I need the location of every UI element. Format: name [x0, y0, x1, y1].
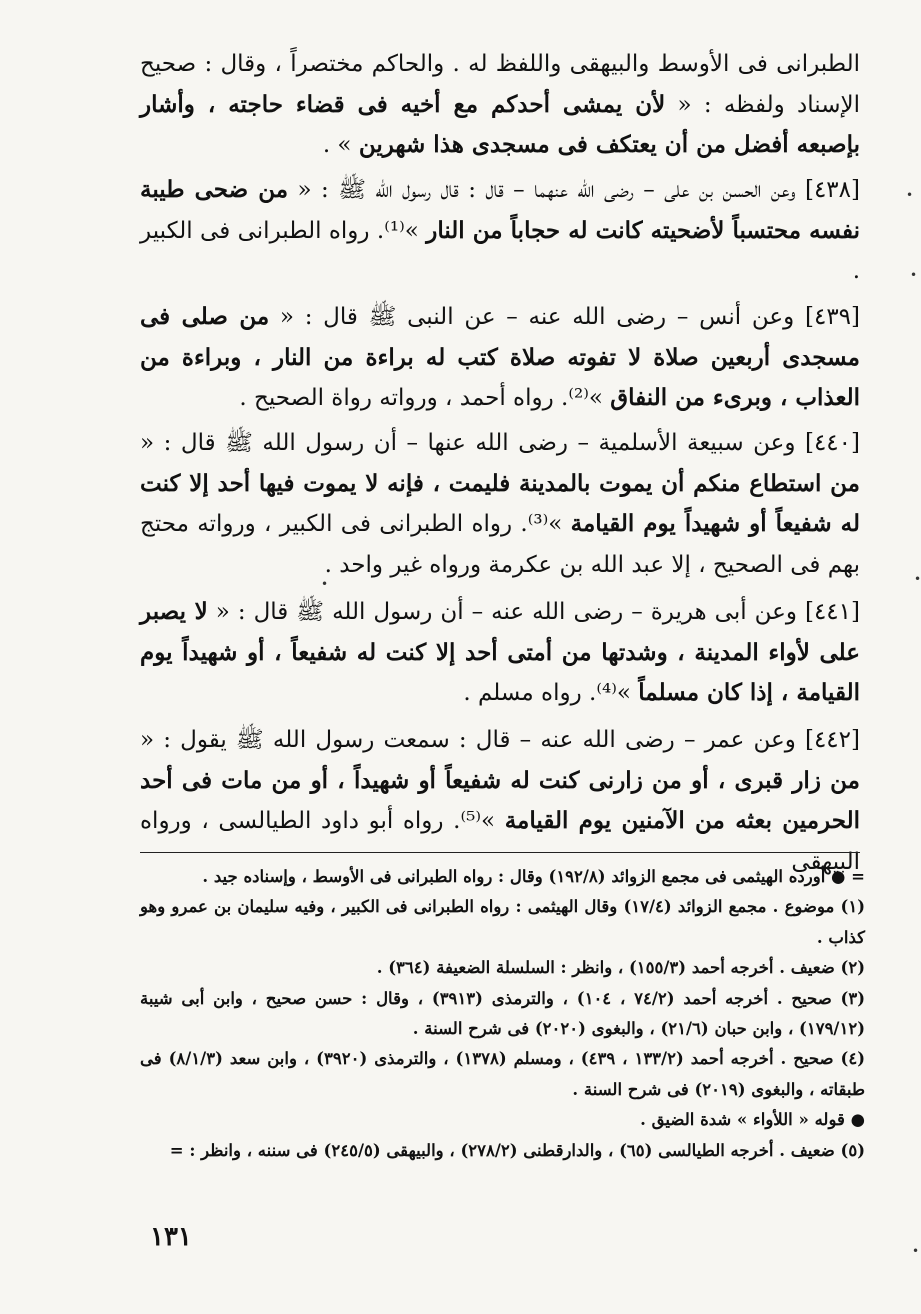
hadith-source: رواه الطبرانى فى الكبير ، ورواته محتج بهم فى الصحيح ، إلا عبد الله بن عكرمة ورواه غير واحد . — [140, 511, 860, 578]
footnote-ref: »⁽¹⁾. — [369, 217, 427, 244]
footnote-2: (٢) ضعيف . أخرجه أحمد (١٥٥/٣) ، وانظر : السلسلة الضعيفة (٣٦٤) . — [376, 958, 865, 978]
hadith-source: رواه أحمد ، ورواته رواة الصحيح . — [239, 385, 554, 411]
hadith-442 — [140, 720, 860, 882]
margin-mark: • — [906, 188, 914, 202]
continuation-paragraph — [140, 44, 860, 166]
hadith-text: من زار قبرى ، أو من زارنى كنت له شفيعاً أو شهيداً ، أو من مات فى أحد الحرمين بعثه من الآمنين يوم القيامة — [140, 766, 860, 834]
footnote-ref: »⁽³⁾. — [512, 511, 571, 537]
hadith-number: [٤٣٩] — [804, 304, 861, 330]
margin-mark: • — [910, 268, 918, 282]
hadith-text: من ضحى طيبة نفسه محتسباً لأضحيته كانت له حجاباً من النار — [140, 176, 860, 244]
footnote-divider — [140, 852, 860, 853]
hadith-text: من استطاع منكم أن يموت بالمدينة فليمت ، فإنه لا يموت فيها أحد إلا كنت له شفيعاً أو شهيداً يوم القيامة — [140, 469, 860, 537]
hadith-chain: وعن أنس – رضى الله عنه – عن النبى ﷺ قال : « — [269, 304, 805, 330]
footnote-4: (٤) صحيح . أخرجه أحمد (١٣٣/٢ ، ٤٣٩) ، ومسلم (١٣٧٨) ، والترمذى (٣٩٢٠) ، وابن سعد (٨/١/٣) فى طبقاته ، والبغوى (٢٠١٩) فى شرح السنة . — [140, 1049, 865, 1099]
page-number: ١٣١ — [150, 1222, 192, 1252]
footnotes-section — [140, 862, 865, 1166]
hadith-source: رواه الطبرانى فى الكبير . — [140, 217, 860, 284]
intro-tail: » . — [322, 132, 359, 158]
footnote-1: (١) موضوع . مجمع الزوائد (١٧/٤) وقال الهيثمى : رواه الطبرانى فى الكبير ، وفيه سليمان بن عمرو وهو كذاب . — [140, 897, 865, 947]
margin-mark: • — [914, 572, 921, 586]
ink-speck: • — [321, 577, 329, 591]
hadith-438 — [140, 170, 860, 292]
hadith-number: [٤٣٨] — [804, 177, 860, 203]
hadith-number: [٤٤٠] — [804, 430, 860, 456]
footnote-ref: »⁽⁵⁾. — [443, 808, 505, 834]
footnote-lexical-note: ● قوله « اللأواء » شدة الضيق . — [640, 1110, 865, 1130]
hadith-text: لا يصبر على لأواء المدينة ، وشدتها من أمتى أحد إلا كنت له شفيعاً ، أو شهيداً يوم القيامة ، إذا كان مسلماً — [140, 598, 860, 706]
hadith-text: من صلى فى مسجدى أربعين صلاة لا تفوته صلاة كتب له براءة من النار ، وبراءة من العذاب ، وبرىء من النفاق — [140, 303, 860, 411]
hadith-chain: وعن سبيعة الأسلمية – رضى الله عنها – أن رسول الله ﷺ قال : « — [140, 430, 805, 456]
footnote-ref: »⁽⁴⁾. — [581, 680, 639, 706]
footnote-ref: »⁽²⁾. — [553, 385, 611, 411]
hadith-chain: وعن الحسن بن على – رضى الله عنهما – قال : قال رسول الله ﷺ : « — [288, 177, 805, 203]
hadith-441 — [140, 592, 860, 714]
hadith-number: [٤٤٢] — [804, 727, 860, 753]
hadith-440 — [140, 423, 860, 585]
hadith-source: رواه أبو داود الطيالسى ، ورواه البيهقى — [140, 808, 860, 875]
hadith-chain: وعن عمر – رضى الله عنه – قال : سمعت رسول الله ﷺ يقول : « — [140, 727, 805, 753]
margin-mark: • — [912, 1244, 920, 1258]
footnote-5: (٥) ضعيف . أخرجه الطيالسى (٦٥) ، والدارقطنى (٢٧٨/٢) ، والبيهقى (٢٤٥/٥) فى سننه ، وانظر : = — [169, 1140, 865, 1160]
intro-text: الطبرانى فى الأوسط والبيهقى واللفظ له . والحاكم مختصراً ، وقال : صحيح الإسناد ولفظه : « — [140, 51, 860, 118]
hadith-439 — [140, 297, 860, 419]
hadith-source: رواه مسلم . — [463, 680, 582, 706]
hadith-chain: وعن أبى هريرة – رضى الله عنه – أن رسول الله ﷺ قال : « — [207, 599, 805, 625]
footnote-3: (٣) صحيح . أخرجه أحمد (٧٤/٢ ، ١٠٤) ، والترمذى (٣٩١٣) ، وقال : حسن صحيح ، وابن أبى شيبة (١٧٩/١٢) ، وابن حبان (٢١/٦) ، والبغوى (٢٠٢٠) فى شرح السنة . — [140, 988, 866, 1039]
hadith-number: [٤٤١] — [804, 599, 860, 625]
intro-hadith-text: لأن يمشى أحدكم مع أخيه فى قضاء حاجته ، وأشار بإصبعه أفضل من أن يعتكف فى مسجدى هذا شهرين — [140, 90, 860, 158]
footnote-continuation: = ● أورده الهيثمى فى مجمع الزوائد (١٩٢/٨) وقال : رواه الطبرانى فى الأوسط ، وإسناده جيد . — [202, 867, 865, 886]
